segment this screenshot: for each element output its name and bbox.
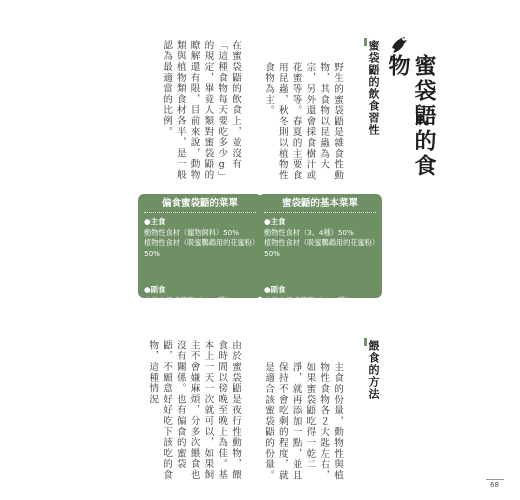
main-food-line: 植物性食材（吸蜜鸚鵡用的花蜜粉）50% [144, 238, 256, 258]
page-number: 68 [490, 481, 499, 489]
side-food-line: 少許水果或蔬菜（3、4種） [144, 295, 233, 305]
side-food-line: 少許水果或蔬菜（3、4種） [264, 295, 353, 305]
side-food-label: ●副食 [264, 285, 286, 294]
page-title: 蜜袋鼯的食物 [385, 54, 436, 179]
menu-title: 蜜袋鼯的基本菜單 [281, 198, 358, 209]
side-food-label: ●副食 [144, 285, 166, 294]
page-number-rule [486, 479, 504, 480]
menu-title: 偏食蜜袋鼯的菜單 [161, 198, 238, 209]
basic-menu-box [258, 194, 382, 305]
picky-menu-box [138, 194, 262, 305]
habits-paragraph-2: 在蜜袋鼯的飲食上，並沒有「這種食物每天要吃多少g」的規定，畢竟人類對蜜袋鼯的瞭解還有限，目前來說，動物類與植物類食材各半，是一般認為最適當的比例。 [161, 40, 241, 182]
main-food-label: ●主食 [264, 217, 286, 226]
section-heading-feeding: 餵食的方法 [367, 340, 380, 400]
sugar-glider-icon [388, 34, 410, 56]
section-heading-habits: 蜜袋鼯的飲食習性 [367, 40, 380, 136]
main-food-line: 動物性食材（寵物飼料）50% [144, 227, 240, 237]
habits-paragraph-1: 野生的蜜袋鼯是雜食性動物，其食物以昆蟲為大宗，另外還會採食樹汁或花蜜等等。春夏的主要食用昆蟲，秋冬則以植物性食物為主。 [263, 62, 343, 181]
main-food-line: 動物性食材（3、4種）50% [264, 227, 354, 237]
main-food-line: 植物性食材（吸蜜鸚鵡用的花蜜粉）50% [264, 238, 376, 258]
feeding-paragraph-1: 主食的份量，動物性與植物性食物各２大匙左右，如果蜜袋鼯吃得一乾二淨，就再添加一點，並且保持不會吃剩的程度，就是適合該蜜袋鼯的份量。 [263, 362, 343, 481]
feeding-paragraph-2: 由於蜜袋鼯是夜行性動物，餵食時間以傍晚至晚上為佳。基本上一天一次就可以，如果飼主不會嫌麻煩，分多次餵食也沒有關係。也有偏食的蜜袋鼯，不願意好好吃下該吃的食物，這種情況 [147, 340, 241, 481]
main-food-label: ●主食 [144, 217, 166, 226]
